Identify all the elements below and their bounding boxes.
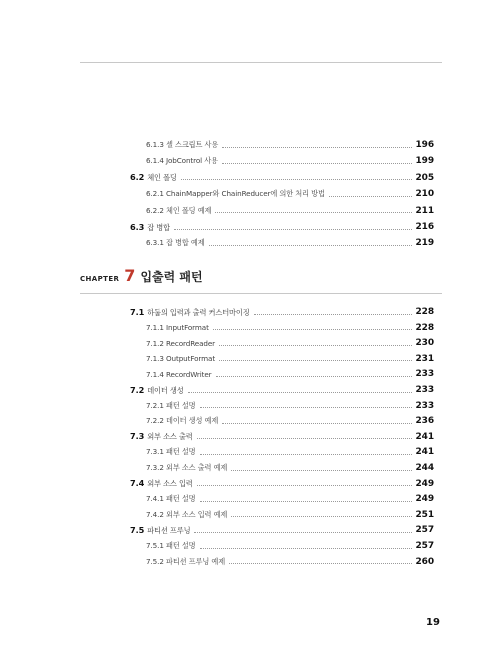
toc-entry[interactable] [130, 430, 434, 444]
entry-page: 219 [415, 238, 434, 249]
dot-leader [229, 563, 411, 564]
dot-leader [222, 423, 411, 424]
toc-entry[interactable] [130, 171, 434, 185]
chapter-rule [80, 293, 442, 294]
dot-leader [197, 438, 412, 439]
dot-leader [329, 196, 412, 197]
entry-title: 6.1.3 셸 스크립트 사용 [146, 140, 219, 149]
toc-entry-label [130, 189, 325, 199]
entry-page: 228 [415, 307, 434, 317]
entry-page: 249 [415, 494, 434, 505]
entry-page: 230 [415, 338, 434, 349]
toc-entry-label [130, 206, 211, 216]
toc-entry-label [130, 557, 225, 567]
toc-entry[interactable] [130, 445, 434, 459]
toc-entry[interactable] [130, 508, 434, 522]
dot-leader [231, 516, 411, 517]
entry-page: 241 [415, 447, 434, 458]
toc-entry-label [130, 156, 218, 166]
section-number: 7.5 [130, 524, 145, 535]
dot-leader [219, 360, 411, 361]
toc-entry[interactable] [130, 523, 434, 537]
toc-entry-label [130, 463, 227, 473]
section-number: 6.2 [130, 172, 145, 183]
entry-title: 7.4.2 외부 소스 입력 예제 [146, 509, 228, 519]
dot-leader [200, 548, 412, 549]
entry-page: 205 [415, 172, 434, 183]
dot-leader [200, 501, 412, 502]
entry-title: 파티션 프루닝 [147, 525, 191, 535]
toc-entry-label [130, 478, 193, 489]
toc-entry-label [130, 323, 209, 332]
toc-entry-label [130, 510, 227, 520]
entry-title: 외부 소스 입력 [147, 479, 193, 489]
toc-entry[interactable] [130, 204, 434, 218]
dot-leader [222, 163, 412, 164]
dot-leader [197, 485, 412, 486]
toc-entry-label [130, 140, 218, 150]
entry-page: 241 [415, 431, 434, 442]
dot-leader [216, 376, 412, 377]
chapter-label: CHAPTER [80, 275, 120, 283]
entry-page: 196 [415, 140, 434, 150]
toc-entry-label [130, 416, 218, 426]
chapter-number: 7 [124, 266, 136, 285]
dot-leader [200, 454, 412, 455]
page-number: 19 [426, 617, 440, 628]
chapter-title: 입출력 패턴 [140, 270, 203, 284]
toc-entry-label [130, 541, 196, 551]
toc-entry-label [130, 431, 193, 442]
entry-title: 7.1.1 InputFormat [146, 323, 209, 333]
entry-title: 외부 소스 출력 [147, 432, 193, 442]
dot-leader [188, 392, 412, 393]
chapter-heading [80, 266, 203, 285]
entry-page: 211 [415, 205, 434, 216]
toc-entry[interactable] [130, 492, 434, 506]
entry-page: 257 [415, 525, 434, 536]
dot-leader [181, 179, 412, 180]
dot-leader [200, 407, 412, 408]
toc-entry[interactable] [130, 305, 434, 319]
toc-entry[interactable] [130, 383, 434, 397]
toc-entry[interactable] [130, 236, 434, 250]
dot-leader [222, 147, 411, 148]
entry-title: 7.3.1 패턴 설명 [146, 447, 196, 457]
entry-page: 199 [415, 156, 434, 167]
toc-entry-label [130, 525, 190, 536]
toc-entry-label [130, 307, 250, 318]
entry-title: 6.2.1 ChainMapper와 ChainReducer에 의한 처리 방법 [146, 189, 325, 199]
entry-page: 260 [415, 556, 434, 567]
entry-title: 6.1.4 JobControl 사용 [146, 156, 218, 166]
entry-page: 233 [415, 400, 434, 411]
toc-entry[interactable] [130, 352, 434, 366]
entry-title: 7.3.2 외부 소스 출력 예제 [146, 463, 228, 472]
entry-title: 7.5.2 파티션 프루닝 예제 [146, 556, 226, 566]
top-rule [80, 62, 442, 63]
entry-page: 249 [415, 478, 434, 489]
toc-entry[interactable] [130, 367, 434, 381]
toc-entry[interactable] [130, 138, 434, 152]
dot-leader [219, 345, 411, 346]
toc-entry-label [130, 238, 205, 248]
entry-page: 244 [415, 463, 434, 473]
entry-title: 7.2.2 데이터 생성 예제 [146, 416, 219, 426]
toc-entry[interactable] [130, 555, 434, 569]
section-number: 7.1 [130, 306, 145, 317]
toc-entry[interactable] [130, 220, 434, 234]
entry-title: 6.2.2 체인 폴딩 예제 [146, 205, 212, 215]
toc-entry[interactable] [130, 414, 434, 428]
toc-entry-label [130, 447, 196, 457]
dot-leader [194, 532, 411, 533]
entry-page: 257 [415, 541, 434, 551]
toc-entry-label [130, 494, 196, 504]
entry-page: 231 [415, 353, 434, 364]
dot-leader [254, 314, 412, 315]
entry-title: 7.1.2 RecordReader [146, 338, 216, 348]
toc-entry-label [130, 401, 196, 411]
entry-page: 233 [415, 385, 434, 395]
toc-entry[interactable] [130, 539, 434, 553]
toc-entry[interactable] [130, 187, 434, 201]
dot-leader [213, 329, 412, 330]
entry-title: 7.4.1 패턴 설명 [146, 494, 196, 504]
entry-page: 251 [415, 509, 434, 520]
entry-page: 236 [415, 416, 434, 427]
toc-entry[interactable] [130, 321, 434, 335]
toc-entry[interactable] [130, 461, 434, 475]
toc-entry-label [130, 172, 177, 183]
entry-page: 216 [415, 222, 434, 232]
section-number: 6.3 [130, 221, 145, 232]
entry-title: 7.5.1 패턴 설명 [146, 541, 196, 550]
toc-entry[interactable] [130, 399, 434, 413]
entry-title: 7.1.4 RecordWriter [146, 369, 212, 379]
toc-entry-label [130, 354, 215, 363]
section-number: 7.4 [130, 478, 145, 489]
section-number: 7.3 [130, 431, 145, 442]
entry-title: 체인 폴딩 [147, 173, 177, 183]
entry-title: 7.1.3 OutputFormat [146, 354, 216, 364]
entry-title: 데이터 생성 [147, 385, 184, 395]
entry-title: 6.3.1 잡 병합 예제 [146, 238, 205, 248]
entry-page: 228 [415, 322, 434, 333]
section-number: 7.2 [130, 384, 145, 395]
entry-title: 잡 병합 [147, 222, 170, 232]
dot-leader [215, 212, 411, 213]
toc-entry-label [130, 222, 170, 233]
entry-title: 하둡의 입력과 출력 커스터마이징 [147, 307, 250, 317]
toc-entry-label [130, 385, 184, 396]
dot-leader [209, 245, 412, 246]
toc-entry-label [130, 339, 215, 348]
toc-entry[interactable] [130, 336, 434, 350]
dot-leader [174, 229, 412, 230]
entry-title: 7.2.1 패턴 설명 [146, 400, 196, 410]
dot-leader [231, 470, 411, 471]
toc-entry[interactable] [130, 477, 434, 491]
toc-entry[interactable] [130, 154, 434, 168]
toc-entry-label [130, 370, 212, 379]
entry-page: 210 [415, 189, 434, 200]
entry-page: 233 [415, 369, 434, 380]
